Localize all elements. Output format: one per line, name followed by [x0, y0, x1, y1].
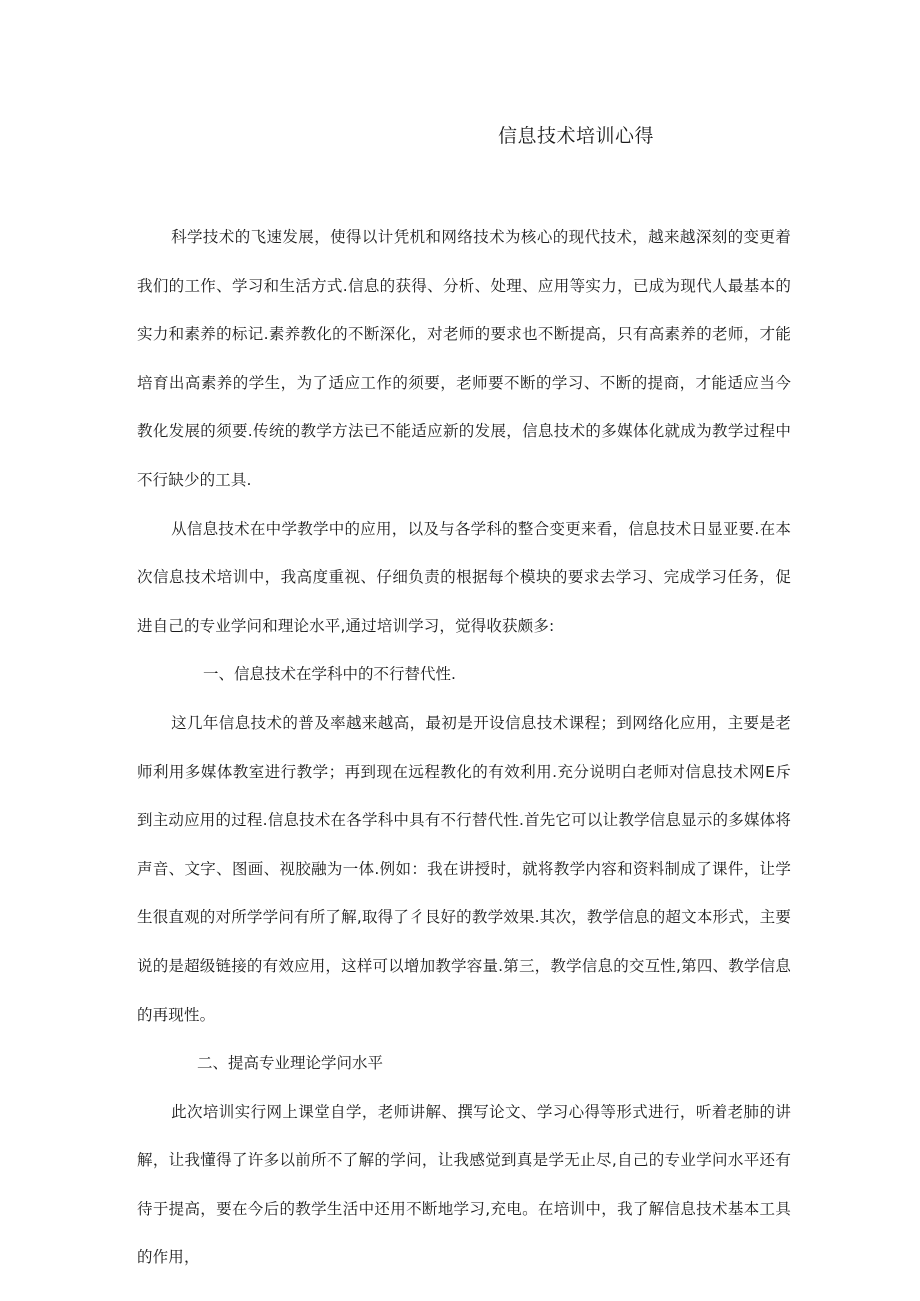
- document-title: 信息技术培训心得: [498, 125, 655, 147]
- section-heading-professional-theory: 二、提高专业理论学问水平: [197, 1054, 384, 1073]
- paragraph-training-overview: 从信息技术在中学教学中的应用，以及与各学科的整合变更来看，信息技术日显亚要.在本次信息技术培训中，我高度重视、仔细负责的根据每个模块的要求去学习、完成学习任务，促进自己的专业学问和理论水平,通过培训学习，觉得收获颇多:: [137, 519, 791, 635]
- paragraph-intro: 科学技术的飞速发展，使得以计凭机和网络技术为核心的现代技术，越来越深刻的变更着我们的工作、学习和生活方式.信息的获得、分析、处理、应用等实力，已成为现代人最基本的实力和素养的标记.素养教化的不断深化，对老师的要求也不断提高，只有高素养的老师，才能培育出高素养的学生，为了适应工作的须要，老师要不断的学习、不断的提商，才能适应当今教化发展的须要.传统的教学方法已不能适应新的发展，信息技术的多媒体化就成为教学过程中不行缺少的工具.: [137, 228, 791, 489]
- paragraph-professional-theory: 此次培训实行网上课堂自学，老师讲解、撰写论文、学习心得等形式进行，听着老肺的讲解，让我懂得了许多以前所不了解的学问，让我感觉到真是学无止尽,自己的专业学问水平还有待于提高，要在今后的教学生活中还用不断地学习,充电。在培训中，我了解信息技术基本工具的作用，: [137, 1102, 791, 1267]
- document-body: [137, 213, 791, 1282]
- section-heading-irreplaceability: 一、信息技术在学科中的不行替代性.: [203, 665, 456, 684]
- paragraph-irreplaceability: 这几年信息技术的普及率越来越高，最初是开设信息技术课程；到网络化应用，主要是老师利用多媒体教室进行教学；再到现在远程教化的有效利用.充分说明白老师对信息技术网E斥到主动应用的过程.信息技术在各学科中具有不行替代性.首先它可以让教学信息显示的多媒体将声音、文字、图画、视胶融为一体.例如：我在讲授时，就将教学内容和资料制成了课件，让学生很直观的对所学学问有所了解,取得了彳艮好的教学效果.其次，教学信息的超文本形式，主要说的是超级链接的有效应用，这样可以增加教学容量.第三，教学信息的交互性,第四、教学信息的再现性。: [137, 713, 791, 1024]
